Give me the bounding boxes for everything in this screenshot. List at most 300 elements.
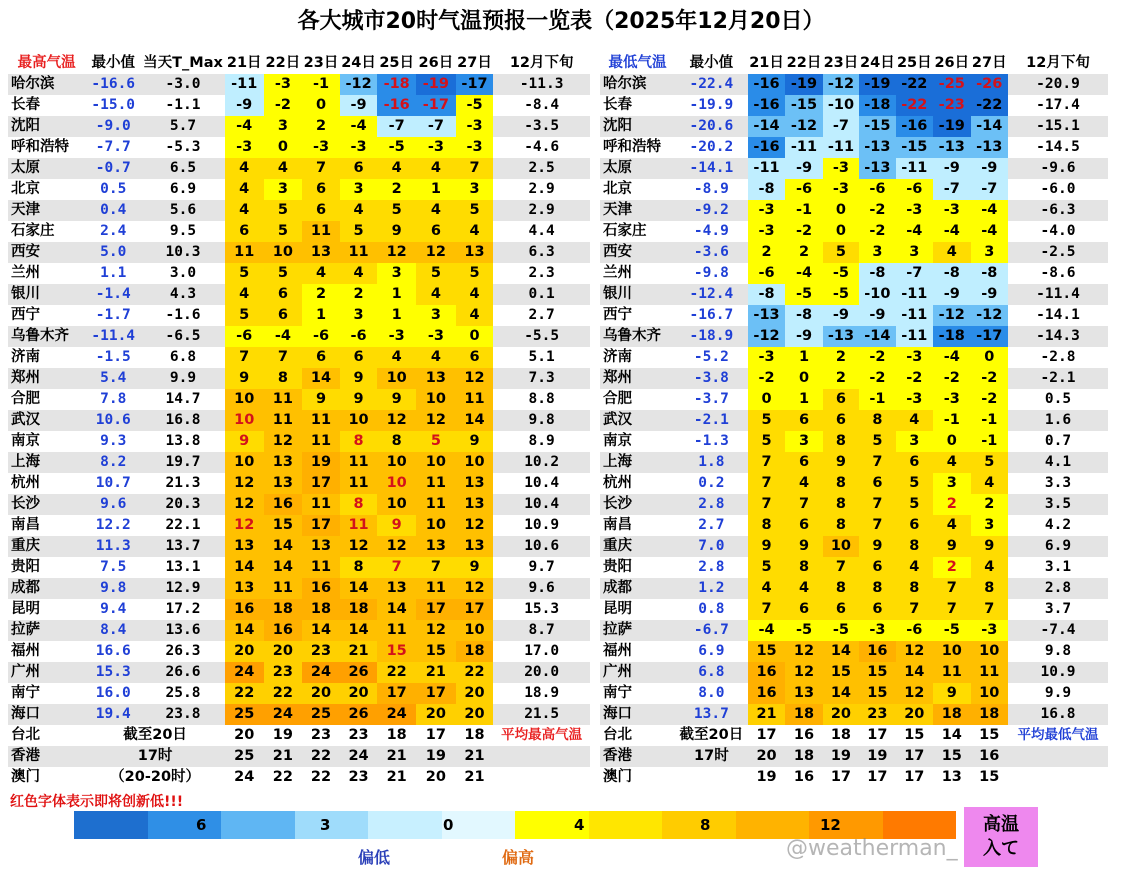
min-value: 2.4 <box>85 221 141 242</box>
scale-tick: 12 <box>820 816 841 834</box>
forecast-cell: 3 <box>456 179 494 200</box>
forecast-cell: 12 <box>416 410 456 431</box>
forecast-cell: 13 <box>416 536 456 557</box>
forecast-cell: 6 <box>785 410 822 431</box>
period-average: 2.8 <box>1008 578 1108 599</box>
forecast-cell: 6 <box>859 473 895 494</box>
forecast-cell: 17 <box>302 515 340 536</box>
forecast-cell: 4 <box>456 221 494 242</box>
min-value: 2.8 <box>675 557 748 578</box>
min-value: -1.7 <box>85 305 141 326</box>
forecast-cell: -2 <box>785 221 822 242</box>
forecast-cell: 17 <box>748 725 785 746</box>
table-row <box>8 95 590 116</box>
period-average: 10.9 <box>1008 662 1108 683</box>
forecast-cell: 17 <box>859 767 895 788</box>
forecast-cell: -2 <box>971 368 1008 389</box>
hot-label-2: 入て <box>983 838 1019 859</box>
forecast-cell: 6 <box>340 158 378 179</box>
forecast-cell: 2 <box>748 242 785 263</box>
table-row <box>600 662 1108 683</box>
table-row <box>600 641 1108 662</box>
period-average: 10.2 <box>493 452 590 473</box>
min-value: 13.7 <box>675 704 748 725</box>
min-header-cell: 21日 <box>748 53 785 74</box>
forecast-cell: 10 <box>823 536 859 557</box>
forecast-cell: -2 <box>859 221 895 242</box>
table-row <box>600 578 1108 599</box>
city-name: 贵阳 <box>600 557 675 578</box>
forecast-cell: 2 <box>340 284 378 305</box>
forecast-cell: 0 <box>302 95 340 116</box>
forecast-cell: -1 <box>933 410 970 431</box>
forecast-cell: 9 <box>377 389 416 410</box>
forecast-cell: -13 <box>748 305 785 326</box>
forecast-cell: 12 <box>896 683 933 704</box>
forecast-cell: 12 <box>225 473 264 494</box>
min-value: -1.3 <box>675 431 748 452</box>
table-row <box>600 515 1108 536</box>
forecast-cell: 1 <box>785 389 822 410</box>
forecast-cell: 4 <box>971 473 1008 494</box>
forecast-cell: 4 <box>264 158 303 179</box>
forecast-cell: -11 <box>896 305 933 326</box>
city-name: 拉萨 <box>8 620 85 641</box>
forecast-cell: -8 <box>971 263 1008 284</box>
min-value: 8.0 <box>675 683 748 704</box>
forecast-cell: 20 <box>456 683 494 704</box>
city-name: 哈尔滨 <box>600 74 675 95</box>
period-average: -14.1 <box>1008 305 1108 326</box>
min-value: 10.7 <box>85 473 141 494</box>
watermark: @weatherman_ <box>786 836 958 861</box>
forecast-cell: 16 <box>302 578 340 599</box>
forecast-cell: 16 <box>225 599 264 620</box>
period-average: -4.0 <box>1008 221 1108 242</box>
forecast-cell: 10 <box>225 389 264 410</box>
forecast-cell: 23 <box>340 725 378 746</box>
forecast-cell: 12 <box>456 368 494 389</box>
forecast-cell: 14 <box>340 578 378 599</box>
max-header-cell: 最高气温 <box>8 53 85 74</box>
max-header-cell: 22日 <box>264 53 303 74</box>
min-value: -16.6 <box>85 74 141 95</box>
forecast-cell: -25 <box>933 74 970 95</box>
period-average: 2.9 <box>493 200 590 221</box>
forecast-cell: 6 <box>302 347 340 368</box>
min-value: 7.0 <box>675 536 748 557</box>
forecast-cell: 10 <box>933 641 970 662</box>
forecast-cell: 10 <box>377 494 416 515</box>
period-average: 5.1 <box>493 347 590 368</box>
forecast-cell: 4 <box>748 578 785 599</box>
today-max: 9.5 <box>141 221 225 242</box>
min-value: -7.7 <box>85 137 141 158</box>
forecast-cell: 10 <box>264 242 303 263</box>
forecast-cell: 7 <box>933 599 970 620</box>
table-row <box>8 200 590 221</box>
forecast-cell: -16 <box>748 95 785 116</box>
today-max: 13.7 <box>141 536 225 557</box>
min-value: 5.0 <box>85 242 141 263</box>
forecast-cell: 24 <box>264 704 303 725</box>
forecast-cell: 6 <box>785 515 822 536</box>
scale-tick: 3 <box>320 816 331 834</box>
forecast-cell: -13 <box>823 326 859 347</box>
forecast-cell: 8 <box>340 494 378 515</box>
today-max: 13.1 <box>141 557 225 578</box>
forecast-cell: 6 <box>264 305 303 326</box>
forecast-cell: 22 <box>302 746 340 767</box>
period-average <box>1008 767 1108 788</box>
city-name: 海口 <box>600 704 675 725</box>
today-max: 22.1 <box>141 515 225 536</box>
forecast-cell: 4 <box>416 284 456 305</box>
min-value: -14.1 <box>675 158 748 179</box>
min-header-cell: 12月下旬 <box>1008 53 1108 74</box>
city-name: 太原 <box>600 158 675 179</box>
table-row <box>600 389 1108 410</box>
min-value: -18.9 <box>675 326 748 347</box>
forecast-cell: 14 <box>340 620 378 641</box>
forecast-cell: 9 <box>225 368 264 389</box>
forecast-cell: 18 <box>971 704 1008 725</box>
city-name: 南京 <box>8 431 85 452</box>
period-average: 9.8 <box>1008 641 1108 662</box>
today-max: 17.2 <box>141 599 225 620</box>
scale-seg-warm-4 <box>736 811 810 839</box>
forecast-cell: 18 <box>785 746 822 767</box>
forecast-cell: -5 <box>823 263 859 284</box>
today-max: 20.3 <box>141 494 225 515</box>
city-name: 贵阳 <box>8 557 85 578</box>
forecast-cell: 5 <box>823 242 859 263</box>
forecast-cell: 14 <box>264 557 303 578</box>
forecast-cell: 0 <box>823 200 859 221</box>
city-name: 乌鲁木齐 <box>8 326 85 347</box>
forecast-cell: 8 <box>748 515 785 536</box>
forecast-cell: 9 <box>933 536 970 557</box>
period-average: -3.5 <box>493 116 590 137</box>
city-name: 西安 <box>8 242 85 263</box>
forecast-cell: -10 <box>859 284 895 305</box>
forecast-cell: 8 <box>896 578 933 599</box>
forecast-cell: 13 <box>416 368 456 389</box>
period-average: 6.3 <box>493 242 590 263</box>
city-name: 海口 <box>8 704 85 725</box>
today-max: 13.6 <box>141 620 225 641</box>
max-header-cell: 27日 <box>456 53 494 74</box>
period-average: -7.4 <box>1008 620 1108 641</box>
forecast-cell: 9 <box>933 683 970 704</box>
forecast-cell: 10 <box>225 452 264 473</box>
forecast-cell: 9 <box>456 557 494 578</box>
forecast-cell: 10 <box>456 620 494 641</box>
min-header-cell: 23日 <box>823 53 859 74</box>
period-average: -15.1 <box>1008 116 1108 137</box>
min-value: 2.7 <box>675 515 748 536</box>
forecast-cell: 3 <box>971 242 1008 263</box>
forecast-cell: 8 <box>785 557 822 578</box>
max-header-cell: 25日 <box>377 53 416 74</box>
forecast-cell: -5 <box>377 137 416 158</box>
forecast-cell: 16 <box>859 641 895 662</box>
forecast-cell: -4 <box>748 620 785 641</box>
forecast-cell: -6 <box>859 179 895 200</box>
forecast-cell: 14 <box>823 683 859 704</box>
forecast-cell: -19 <box>416 74 456 95</box>
forecast-cell: 20 <box>225 641 264 662</box>
table-row <box>8 305 590 326</box>
forecast-cell: 10 <box>377 452 416 473</box>
forecast-cell: 9 <box>748 536 785 557</box>
forecast-cell: 7 <box>302 158 340 179</box>
today-max: -5.3 <box>141 137 225 158</box>
city-name: 昆明 <box>8 599 85 620</box>
scale-seg-warm-2 <box>589 811 663 839</box>
min-value: 9.6 <box>85 494 141 515</box>
scale-tick: 8 <box>700 816 711 834</box>
forecast-cell: -4 <box>971 200 1008 221</box>
forecast-cell: 3 <box>785 431 822 452</box>
table-row <box>8 326 590 347</box>
forecast-cell: -18 <box>933 326 970 347</box>
forecast-cell: 9 <box>823 452 859 473</box>
table-row <box>600 116 1108 137</box>
period-average: 6.9 <box>1008 536 1108 557</box>
forecast-cell: 14 <box>225 557 264 578</box>
city-name: 呼和浩特 <box>600 137 675 158</box>
scale-tick: 0 <box>443 816 454 834</box>
forecast-cell: 7 <box>785 494 822 515</box>
min-temp-table <box>600 53 1108 788</box>
forecast-cell: 15 <box>971 767 1008 788</box>
forecast-cell: -7 <box>971 179 1008 200</box>
forecast-cell: 6 <box>859 599 895 620</box>
forecast-cell: 23 <box>302 725 340 746</box>
table-row <box>8 515 590 536</box>
forecast-cell: -16 <box>896 116 933 137</box>
forecast-cell: -4 <box>264 326 303 347</box>
min-value: -22.4 <box>675 74 748 95</box>
forecast-cell: 8 <box>823 578 859 599</box>
forecast-cell: 5 <box>416 263 456 284</box>
city-name: 长春 <box>8 95 85 116</box>
min-value: -15.0 <box>85 95 141 116</box>
forecast-cell: -15 <box>896 137 933 158</box>
table-row <box>8 368 590 389</box>
min-value: （20-20时） <box>85 767 225 788</box>
forecast-cell: -22 <box>971 95 1008 116</box>
forecast-cell: 13 <box>225 578 264 599</box>
forecast-cell: 4 <box>416 158 456 179</box>
table-row <box>8 74 590 95</box>
city-name: 南昌 <box>600 515 675 536</box>
forecast-cell: -13 <box>933 137 970 158</box>
forecast-cell: -9 <box>823 305 859 326</box>
forecast-cell: 19 <box>302 452 340 473</box>
forecast-cell: 11 <box>302 557 340 578</box>
forecast-cell: 12 <box>377 536 416 557</box>
table-row <box>600 536 1108 557</box>
forecast-cell: 8 <box>340 557 378 578</box>
forecast-cell: -2 <box>859 347 895 368</box>
city-name: 西宁 <box>600 305 675 326</box>
min-value: -12.4 <box>675 284 748 305</box>
forecast-cell: -3 <box>748 221 785 242</box>
min-value: -1.4 <box>85 284 141 305</box>
max-header-cell: 当天T_Max <box>141 53 225 74</box>
forecast-cell: 3 <box>971 515 1008 536</box>
forecast-cell: 17 <box>896 746 933 767</box>
forecast-cell: 4 <box>377 347 416 368</box>
period-average: 9.8 <box>493 410 590 431</box>
forecast-cell: 21 <box>456 767 494 788</box>
forecast-cell: 9 <box>377 515 416 536</box>
forecast-cell: 3 <box>377 263 416 284</box>
forecast-cell: 8 <box>823 515 859 536</box>
table-row <box>8 578 590 599</box>
forecast-cell: -8 <box>785 305 822 326</box>
city-name: 哈尔滨 <box>8 74 85 95</box>
forecast-cell: -4 <box>785 263 822 284</box>
forecast-cell: 11 <box>340 452 378 473</box>
min-value: 9.8 <box>85 578 141 599</box>
forecast-cell: 12 <box>785 662 822 683</box>
min-value: 15.3 <box>85 662 141 683</box>
min-value: -9.0 <box>85 116 141 137</box>
forecast-cell: 21 <box>340 641 378 662</box>
scale-tick: 6 <box>196 816 207 834</box>
min-value: 0.4 <box>85 200 141 221</box>
forecast-cell: 7 <box>748 452 785 473</box>
forecast-cell: 11 <box>302 494 340 515</box>
period-average: 0.1 <box>493 284 590 305</box>
min-value: -9.2 <box>675 200 748 221</box>
forecast-cell: 24 <box>340 746 378 767</box>
min-value: 6.8 <box>675 662 748 683</box>
forecast-cell: 18 <box>456 725 494 746</box>
forecast-cell: 12 <box>456 515 494 536</box>
forecast-cell: 9 <box>785 536 822 557</box>
forecast-cell: 12 <box>416 242 456 263</box>
table-row <box>8 473 590 494</box>
forecast-cell: 4 <box>456 305 494 326</box>
min-value: -6.7 <box>675 620 748 641</box>
forecast-cell: -3 <box>933 389 970 410</box>
forecast-cell: 21 <box>377 746 416 767</box>
table-row <box>600 767 1108 788</box>
forecast-cell: 21 <box>264 746 303 767</box>
forecast-cell: -3 <box>456 116 494 137</box>
forecast-cell: -1 <box>302 74 340 95</box>
forecast-cell: -13 <box>859 137 895 158</box>
forecast-cell: 7 <box>748 494 785 515</box>
city-name: 澳门 <box>600 767 675 788</box>
forecast-cell: -6 <box>302 326 340 347</box>
forecast-cell: 11 <box>416 473 456 494</box>
min-header-cell: 最小值 <box>675 53 748 74</box>
city-name: 福州 <box>8 641 85 662</box>
period-average: 0.7 <box>1008 431 1108 452</box>
forecast-cell: 7 <box>971 599 1008 620</box>
forecast-cell: -18 <box>377 74 416 95</box>
forecast-cell: -4 <box>971 221 1008 242</box>
forecast-cell: 11 <box>340 242 378 263</box>
forecast-cell: 9 <box>971 536 1008 557</box>
min-value: -2.1 <box>675 410 748 431</box>
forecast-cell: 10 <box>971 683 1008 704</box>
table-row <box>600 284 1108 305</box>
min-header-cell: 最低气温 <box>600 53 675 74</box>
forecast-cell: 8 <box>896 536 933 557</box>
forecast-cell: 6 <box>823 410 859 431</box>
forecast-cell: 7 <box>377 557 416 578</box>
forecast-cell: -1 <box>859 389 895 410</box>
forecast-cell: 5 <box>971 452 1008 473</box>
min-value: 9.3 <box>85 431 141 452</box>
city-name: 昆明 <box>600 599 675 620</box>
min-value: 17时 <box>85 746 225 767</box>
forecast-cell: 20 <box>264 641 303 662</box>
table-row <box>8 410 590 431</box>
forecast-cell: 14 <box>225 620 264 641</box>
period-average: 3.3 <box>1008 473 1108 494</box>
forecast-cell: 18 <box>456 641 494 662</box>
today-max: 9.9 <box>141 368 225 389</box>
forecast-cell: 17 <box>456 599 494 620</box>
period-average: 4.2 <box>1008 515 1108 536</box>
forecast-cell: -9 <box>971 284 1008 305</box>
period-average: -2.5 <box>1008 242 1108 263</box>
forecast-cell: -3 <box>302 137 340 158</box>
forecast-cell: 13 <box>302 536 340 557</box>
forecast-cell: 5 <box>859 431 895 452</box>
table-row <box>8 599 590 620</box>
city-name: 济南 <box>8 347 85 368</box>
city-name: 西安 <box>600 242 675 263</box>
forecast-cell: 11 <box>416 578 456 599</box>
forecast-cell: 16 <box>785 725 822 746</box>
city-name: 成都 <box>600 578 675 599</box>
scale-seg-cold-5 <box>148 811 222 839</box>
forecast-cell: 9 <box>340 389 378 410</box>
city-name: 武汉 <box>600 410 675 431</box>
table-row <box>8 284 590 305</box>
table-row <box>600 368 1108 389</box>
max-header-cell: 24日 <box>340 53 378 74</box>
table-row <box>600 557 1108 578</box>
table-row <box>8 620 590 641</box>
forecast-cell: 4 <box>896 557 933 578</box>
min-header-cell: 24日 <box>859 53 895 74</box>
period-average: 10.4 <box>493 473 590 494</box>
today-max: 21.3 <box>141 473 225 494</box>
period-average: -20.9 <box>1008 74 1108 95</box>
forecast-cell: 2 <box>823 347 859 368</box>
forecast-cell: 8 <box>971 578 1008 599</box>
min-value: -9.8 <box>675 263 748 284</box>
min-value: -20.2 <box>675 137 748 158</box>
forecast-cell: -9 <box>971 158 1008 179</box>
forecast-cell: -3 <box>340 137 378 158</box>
forecast-cell: 17 <box>859 725 895 746</box>
forecast-cell: 20 <box>302 683 340 704</box>
forecast-cell: -2 <box>859 200 895 221</box>
forecast-cell: 5 <box>896 473 933 494</box>
max-header-cell: 26日 <box>416 53 456 74</box>
forecast-cell: -5 <box>456 95 494 116</box>
